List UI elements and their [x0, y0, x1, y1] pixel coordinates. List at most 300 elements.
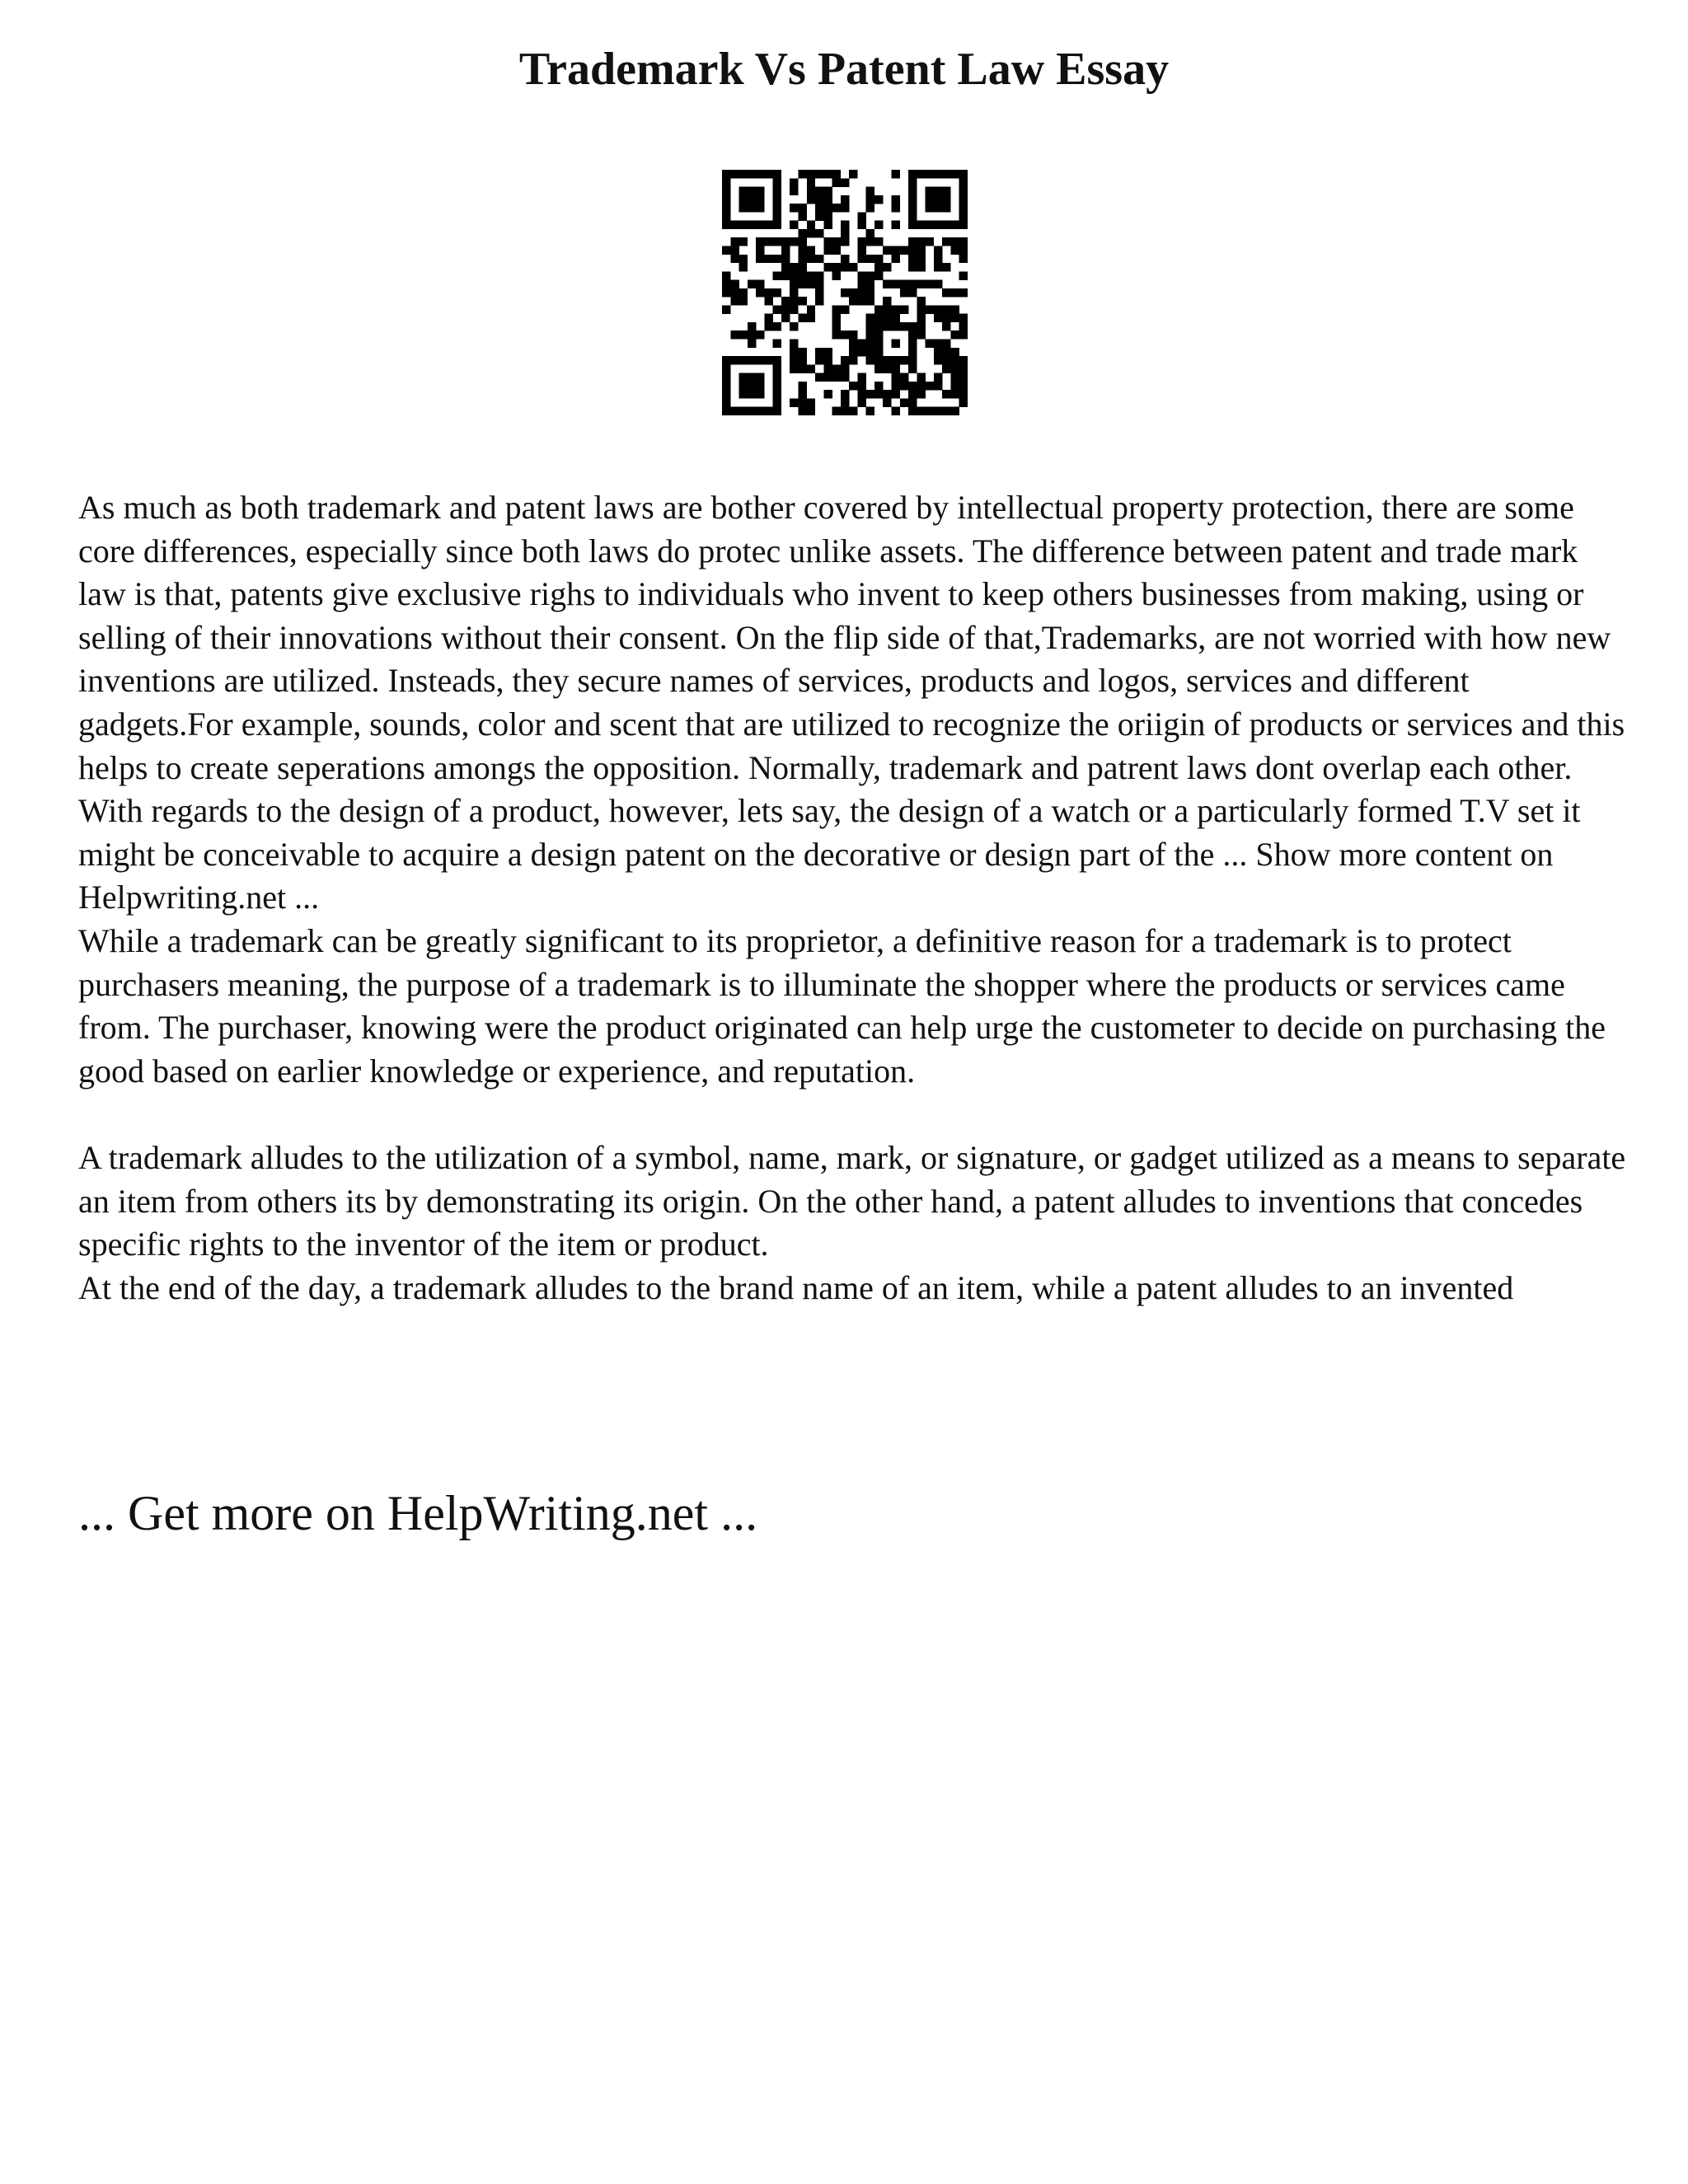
- qr-module: [722, 170, 730, 178]
- qr-module: [748, 407, 756, 415]
- qr-module: [942, 390, 950, 398]
- qr-module: [857, 246, 865, 254]
- qr-module: [722, 373, 730, 382]
- qr-module: [942, 305, 950, 313]
- qr-module: [815, 195, 823, 204]
- qr-module: [908, 170, 917, 178]
- qr-module: [756, 187, 764, 195]
- qr-module: [722, 398, 730, 406]
- qr-module: [815, 297, 823, 305]
- qr-module: [959, 364, 968, 373]
- qr-module: [730, 237, 738, 246]
- qr-module: [790, 288, 798, 297]
- qr-module: [959, 195, 968, 204]
- qr-module: [790, 297, 798, 305]
- qr-module: [730, 297, 738, 305]
- qr-module: [934, 246, 942, 254]
- qr-module: [781, 246, 790, 254]
- qr-module: [857, 382, 865, 390]
- qr-module: [815, 212, 823, 220]
- qr-module: [950, 348, 959, 356]
- qr-module: [832, 373, 841, 382]
- qr-module: [807, 407, 815, 415]
- qr-module: [832, 314, 841, 322]
- qr-module: [926, 407, 934, 415]
- qr-module: [908, 390, 917, 398]
- qr-module: [781, 263, 790, 271]
- qr-module: [781, 255, 790, 263]
- qr-module: [926, 382, 934, 390]
- qr-module: [722, 280, 730, 288]
- qr-module: [959, 356, 968, 364]
- qr-module: [764, 314, 772, 322]
- qr-module: [739, 356, 748, 364]
- qr-module: [857, 271, 865, 279]
- qr-module: [823, 187, 832, 195]
- qr-module: [756, 195, 764, 204]
- qr-module: [950, 314, 959, 322]
- qr-module: [756, 288, 764, 297]
- qr-module: [917, 263, 925, 271]
- qr-module: [730, 170, 738, 178]
- qr-module: [722, 356, 730, 364]
- qr-module: [849, 263, 857, 271]
- qr-module: [832, 237, 841, 246]
- qr-module: [959, 373, 968, 382]
- qr-module: [722, 212, 730, 220]
- qr-module: [841, 390, 849, 398]
- qr-module: [722, 305, 730, 313]
- qr-module: [857, 212, 865, 220]
- qr-module: [950, 305, 959, 313]
- qr-module: [773, 221, 781, 229]
- qr-module: [892, 280, 900, 288]
- qr-module: [908, 280, 917, 288]
- qr-module: [807, 305, 815, 313]
- qr-module: [950, 221, 959, 229]
- qr-module: [866, 288, 874, 297]
- qr-module: [739, 255, 748, 263]
- qr-module: [950, 373, 959, 382]
- qr-module: [959, 221, 968, 229]
- qr-module: [841, 305, 849, 313]
- qr-module: [730, 330, 738, 339]
- qr-module: [722, 221, 730, 229]
- qr-module: [798, 382, 806, 390]
- qr-module: [917, 330, 925, 339]
- qr-module: [722, 382, 730, 390]
- qr-module: [892, 204, 900, 212]
- qr-module: [756, 373, 764, 382]
- qr-module: [917, 297, 925, 305]
- qr-module: [874, 314, 883, 322]
- qr-module: [815, 255, 823, 263]
- qr-module: [798, 229, 806, 237]
- qr-module: [959, 390, 968, 398]
- qr-module: [849, 330, 857, 339]
- qr-module: [908, 204, 917, 212]
- qr-code-icon[interactable]: [722, 170, 968, 415]
- qr-module: [739, 221, 748, 229]
- qr-module: [866, 280, 874, 288]
- qr-module: [959, 237, 968, 246]
- qr-module: [790, 271, 798, 279]
- qr-module: [841, 221, 849, 229]
- qr-module: [866, 330, 874, 339]
- qr-module: [722, 187, 730, 195]
- qr-module: [798, 407, 806, 415]
- qr-module: [773, 288, 781, 297]
- qr-module: [756, 237, 764, 246]
- qr-module: [764, 255, 772, 263]
- qr-module: [908, 364, 917, 373]
- qr-module: [917, 373, 925, 382]
- qr-module: [773, 170, 781, 178]
- qr-module: [807, 221, 815, 229]
- qr-module: [866, 255, 874, 263]
- qr-module: [756, 390, 764, 398]
- qr-module: [790, 178, 798, 186]
- qr-module: [815, 170, 823, 178]
- qr-module: [730, 255, 738, 263]
- qr-module: [900, 356, 908, 364]
- qr-module: [823, 195, 832, 204]
- qr-module: [917, 390, 925, 398]
- qr-module: [934, 170, 942, 178]
- qr-module: [866, 187, 874, 195]
- qr-module: [926, 204, 934, 212]
- qr-module: [730, 221, 738, 229]
- qr-module: [917, 322, 925, 330]
- qr-module: [730, 407, 738, 415]
- qr-module: [823, 246, 832, 254]
- qr-module: [883, 297, 891, 305]
- qr-module: [739, 263, 748, 271]
- qr-module: [790, 187, 798, 195]
- qr-module: [892, 246, 900, 254]
- qr-module: [730, 246, 738, 254]
- qr-module: [926, 170, 934, 178]
- qr-module: [874, 263, 883, 271]
- qr-module: [773, 237, 781, 246]
- qr-module: [790, 280, 798, 288]
- qr-module: [730, 280, 738, 288]
- qr-module: [950, 330, 959, 339]
- qr-module: [841, 407, 849, 415]
- qr-module: [815, 348, 823, 356]
- qr-module: [798, 398, 806, 406]
- essay-paragraph-1: As much as both trademark and patent laws are bother covered by intellectual property protection, there are some core differences, especially since both laws do protec unlike assets. The difference between patent and trade mark law is that, patents give exclusive righs to individuals who invent to keep others businesses from making, using or selling of their innovations without their consent. On the flip side of that,Trademarks, are not worried with how new inventions are utilized. Insteads, they secure names of services, products and logos, services and different gadgets.For example, sounds, color and scent that are utilized to recognize the oriigin of products or services and this helps to create seperations amongs the opposition. Normally, trademark and patrent laws dont overlap each other. With regards to the design of a product, however, lets say, the design of a watch or a particularly formed T.V set it might be conceivable to acquire a design patent on the decorative or design part of the ... Show more content on Helpwriting.net ...: [78, 489, 1625, 916]
- qr-module: [773, 340, 781, 348]
- qr-module: [917, 280, 925, 288]
- qr-module: [883, 390, 891, 398]
- qr-module: [781, 271, 790, 279]
- qr-module: [857, 340, 865, 348]
- qr-module: [892, 195, 900, 204]
- qr-module: [781, 305, 790, 313]
- qr-module: [883, 356, 891, 364]
- qr-module: [900, 322, 908, 330]
- qr-module: [874, 271, 883, 279]
- qr-module: [942, 364, 950, 373]
- qr-module: [942, 195, 950, 204]
- qr-module: [917, 246, 925, 254]
- qr-module: [874, 382, 883, 390]
- qr-module: [807, 195, 815, 204]
- qr-module: [934, 382, 942, 390]
- qr-module: [917, 170, 925, 178]
- qr-module: [917, 382, 925, 390]
- qr-module: [807, 255, 815, 263]
- qr-module: [748, 204, 756, 212]
- qr-module: [790, 356, 798, 364]
- qr-module: [917, 255, 925, 263]
- qr-module: [934, 204, 942, 212]
- qr-module: [934, 195, 942, 204]
- qr-module: [942, 237, 950, 246]
- qr-module: [942, 288, 950, 297]
- qr-module: [908, 263, 917, 271]
- qr-module: [959, 212, 968, 220]
- qr-module: [722, 288, 730, 297]
- qr-module: [959, 255, 968, 263]
- qr-module: [832, 178, 841, 186]
- qr-module: [908, 221, 917, 229]
- qr-module: [934, 340, 942, 348]
- qr-module: [934, 221, 942, 229]
- qr-module: [942, 407, 950, 415]
- qr-module: [773, 195, 781, 204]
- qr-module: [832, 246, 841, 254]
- essay-paragraph-2: While a trademark can be greatly significant to its proprietor, a definitive reason for a trademark is to protect purchasers meaning, the purpose of a trademark is to illuminate the shopper where the products or services came from. The purchaser, knowing were the product originated can help urge the custometer to decide on purchasing the good based on earlier knowledge or experience, and reputation.: [78, 921, 1606, 1090]
- qr-module: [857, 373, 865, 382]
- qr-module: [857, 288, 865, 297]
- qr-module: [908, 246, 917, 254]
- qr-module: [908, 356, 917, 364]
- qr-module: [739, 237, 748, 246]
- qr-module: [739, 170, 748, 178]
- qr-module: [883, 398, 891, 406]
- qr-module: [841, 330, 849, 339]
- qr-module: [764, 170, 772, 178]
- qr-module: [857, 280, 865, 288]
- qr-module: [807, 398, 815, 406]
- qr-module: [841, 364, 849, 373]
- qr-module: [917, 237, 925, 246]
- qr-module: [798, 297, 806, 305]
- qr-module: [908, 212, 917, 220]
- qr-module: [934, 263, 942, 271]
- qr-module: [874, 340, 883, 348]
- qr-module: [857, 390, 865, 398]
- qr-module: [798, 237, 806, 246]
- get-more-link[interactable]: ... Get more on HelpWriting.net ...: [78, 1486, 758, 1540]
- qr-module: [959, 187, 968, 195]
- qr-module: [798, 204, 806, 212]
- qr-module: [748, 356, 756, 364]
- qr-module: [908, 255, 917, 263]
- qr-module: [841, 237, 849, 246]
- qr-module: [866, 229, 874, 237]
- qr-module: [815, 204, 823, 212]
- qr-module: [823, 204, 832, 212]
- qr-module: [934, 187, 942, 195]
- qr-module: [950, 170, 959, 178]
- qr-module: [773, 364, 781, 373]
- qr-module: [926, 221, 934, 229]
- qr-module: [841, 263, 849, 271]
- qr-module: [722, 390, 730, 398]
- essay-body: [78, 486, 1628, 1310]
- qr-module: [798, 348, 806, 356]
- qr-module: [900, 382, 908, 390]
- qr-module: [883, 364, 891, 373]
- qr-module: [866, 340, 874, 348]
- qr-module: [841, 398, 849, 406]
- qr-module: [748, 340, 756, 348]
- qr-module: [841, 356, 849, 364]
- qr-module: [892, 221, 900, 229]
- qr-module: [841, 255, 849, 263]
- qr-module: [807, 187, 815, 195]
- qr-module: [874, 305, 883, 313]
- qr-module: [959, 330, 968, 339]
- qr-module: [892, 356, 900, 364]
- qr-module: [959, 398, 968, 406]
- qr-module: [908, 330, 917, 339]
- qr-module: [773, 382, 781, 390]
- qr-module: [798, 364, 806, 373]
- qr-module: [730, 356, 738, 364]
- qr-module: [866, 195, 874, 204]
- qr-module: [748, 373, 756, 382]
- qr-module: [917, 305, 925, 313]
- qr-module: [823, 237, 832, 246]
- qr-module: [722, 178, 730, 186]
- qr-module: [900, 305, 908, 313]
- qr-module: [892, 255, 900, 263]
- qr-module: [908, 178, 917, 186]
- qr-module: [748, 187, 756, 195]
- qr-module: [807, 280, 815, 288]
- qr-module: [823, 212, 832, 220]
- qr-module: [773, 398, 781, 406]
- qr-module: [764, 322, 772, 330]
- qr-module: [942, 314, 950, 322]
- qr-module: [883, 305, 891, 313]
- qr-module: [832, 263, 841, 271]
- qr-module: [866, 204, 874, 212]
- qr-module: [900, 373, 908, 382]
- qr-module: [849, 297, 857, 305]
- qr-module: [900, 246, 908, 254]
- qr-module: [866, 390, 874, 398]
- qr-module: [900, 280, 908, 288]
- qr-module: [866, 348, 874, 356]
- qr-module: [832, 271, 841, 279]
- qr-module: [841, 195, 849, 204]
- qr-module: [739, 390, 748, 398]
- qr-module: [722, 364, 730, 373]
- qr-module: [798, 246, 806, 254]
- qr-module: [866, 407, 874, 415]
- qr-module: [722, 271, 730, 279]
- qr-module: [790, 364, 798, 373]
- qr-module: [773, 178, 781, 186]
- qr-module: [748, 390, 756, 398]
- qr-module: [773, 212, 781, 220]
- qr-module: [790, 398, 798, 406]
- qr-module: [815, 229, 823, 237]
- qr-module: [832, 330, 841, 339]
- qr-module: [950, 364, 959, 373]
- qr-module: [790, 322, 798, 330]
- qr-module: [722, 195, 730, 204]
- qr-module: [832, 407, 841, 415]
- qr-module: [823, 348, 832, 356]
- qr-module: [823, 263, 832, 271]
- qr-module: [849, 340, 857, 348]
- qr-module: [773, 390, 781, 398]
- qr-module: [722, 407, 730, 415]
- qr-module: [781, 314, 790, 322]
- qr-code-graphic: [722, 170, 968, 415]
- qr-module: [950, 288, 959, 297]
- qr-module: [926, 280, 934, 288]
- qr-module: [866, 322, 874, 330]
- qr-module: [790, 340, 798, 348]
- qr-module: [773, 187, 781, 195]
- qr-module: [773, 255, 781, 263]
- qr-module: [773, 373, 781, 382]
- qr-module: [841, 204, 849, 212]
- qr-module: [756, 356, 764, 364]
- qr-module: [874, 390, 883, 398]
- qr-module: [950, 356, 959, 364]
- qr-module: [807, 364, 815, 373]
- qr-module: [756, 170, 764, 178]
- qr-module: [748, 280, 756, 288]
- qr-module: [815, 288, 823, 297]
- qr-module: [823, 390, 832, 398]
- qr-module: [841, 178, 849, 186]
- qr-module: [942, 348, 950, 356]
- qr-module: [917, 314, 925, 322]
- qr-module: [798, 255, 806, 263]
- qr-module: [908, 288, 917, 297]
- qr-module: [959, 314, 968, 322]
- qr-module: [874, 255, 883, 263]
- qr-module: [942, 221, 950, 229]
- qr-module: [756, 330, 764, 339]
- qr-module: [815, 373, 823, 382]
- qr-module: [892, 407, 900, 415]
- qr-module: [942, 322, 950, 330]
- qr-module: [874, 364, 883, 373]
- qr-module: [866, 356, 874, 364]
- qr-module: [764, 407, 772, 415]
- qr-module: [722, 246, 730, 254]
- qr-module: [798, 212, 806, 220]
- qr-module: [739, 288, 748, 297]
- qr-module: [942, 340, 950, 348]
- qr-module: [798, 356, 806, 364]
- qr-module: [832, 364, 841, 373]
- qr-module: [874, 356, 883, 364]
- qr-module: [756, 246, 764, 254]
- qr-module: [807, 170, 815, 178]
- qr-module: [934, 407, 942, 415]
